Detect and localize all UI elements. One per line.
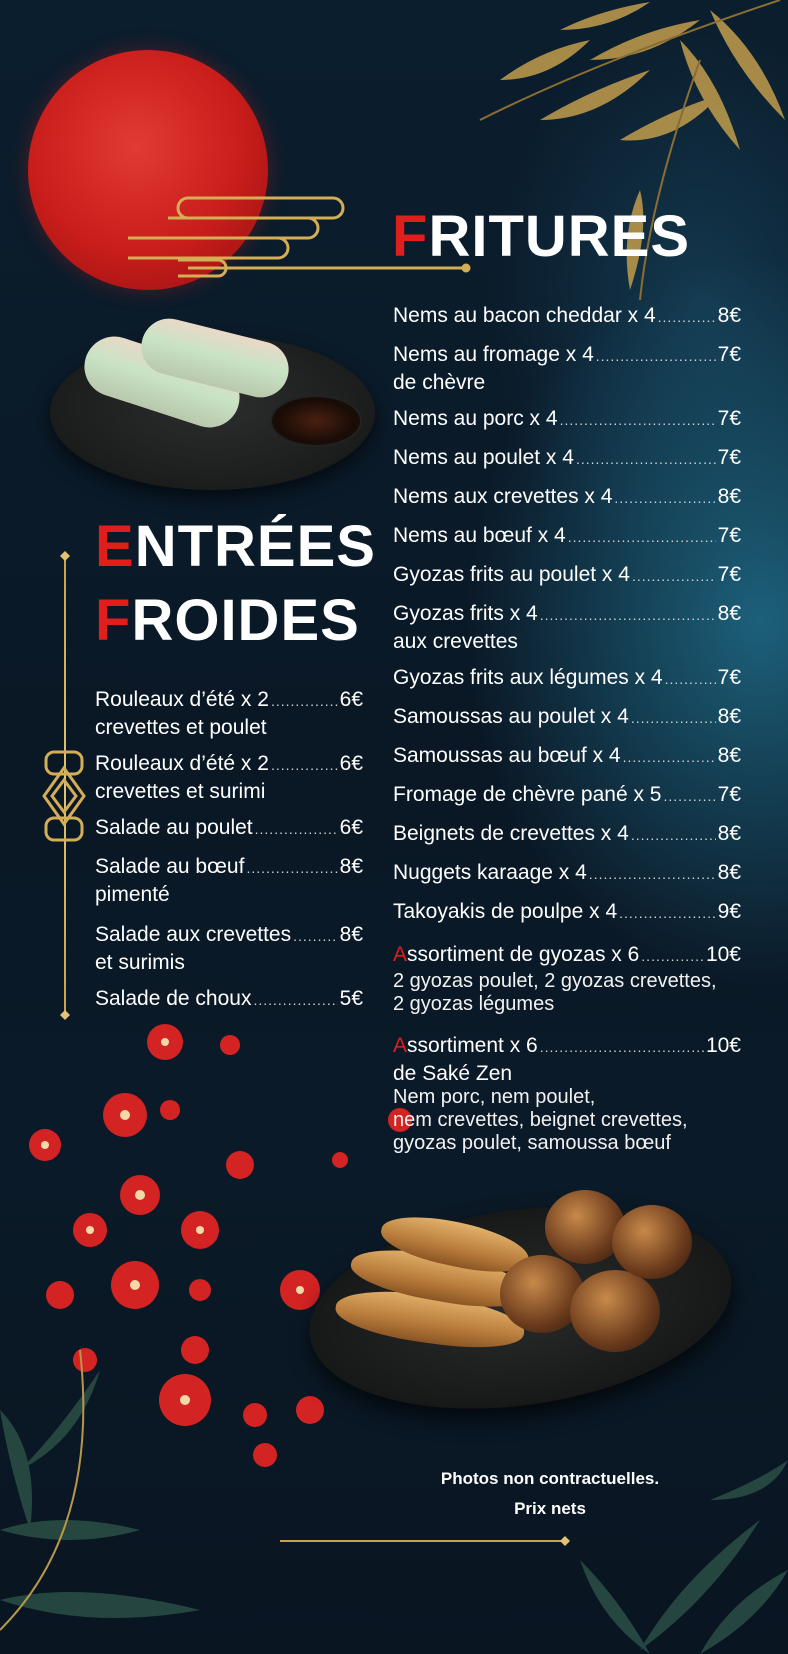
dipping-sauce-image [270, 395, 362, 447]
menu-item: Salade au bœuf ..... 8€ pimenté [95, 853, 363, 907]
fritures-title: FRITURES [392, 204, 691, 269]
menu-item: Nuggets karaage x 4 ..... 8€ [393, 859, 741, 888]
menu-item: Nems aux crevettes x 4 ..... 8€ [393, 483, 741, 512]
gold-diamond-icon [60, 1010, 70, 1020]
menu-item: Gyozas frits au poulet x 4 ..... 7€ [393, 561, 741, 590]
footer-prices-note: Prix nets [514, 1499, 586, 1518]
fritures-menu-list [393, 302, 741, 1165]
menu-item: Rouleaux d’été x 2 ..... 6€ crevettes et poulet [95, 686, 363, 740]
menu-item: Salade au poulet ..... 6€ [95, 814, 363, 843]
bottom-left-leaves-decoration [0, 1330, 220, 1654]
menu-item: Gyozas frits x 4 ..... 8€ aux crevettes [393, 600, 741, 654]
menu-item: Beignets de crevettes x 4 ..... 8€ [393, 820, 741, 849]
menu-item: Nems au porc x 4 ..... 7€ [393, 405, 741, 434]
menu-item: Rouleaux d’été x 2 ..... 6€ crevettes et surimi [95, 750, 363, 804]
footer-disclaimer: Photos non contractuelles. [440, 1469, 660, 1488]
menu-item: Salade aux crevettes ..... 8€ et surimis [95, 921, 363, 975]
menu-item: Samoussas au poulet x 4 ..... 8€ [393, 703, 741, 732]
gold-knot-icon [40, 748, 88, 844]
gold-diamond-icon [560, 1536, 570, 1546]
menu-item: Nems au bacon cheddar x 4 ..... 8€ [393, 302, 741, 331]
gold-horizontal-divider [280, 1540, 565, 1542]
menu-item: Fromage de chèvre pané x 5 ..... 7€ [393, 781, 741, 810]
entrees-menu-list [95, 686, 363, 1024]
menu-item: Gyozas frits aux légumes x 4 ..... 7€ [393, 664, 741, 693]
entrees-title-line1: ENTRÉES [95, 514, 376, 579]
assortment-item: Assortiment de gyozas x 6 ..... 10€ 2 gyozas poulet, 2 gyozas crevettes, 2 gyozas légumes [393, 941, 741, 1016]
footer-note [420, 1464, 680, 1524]
gold-diamond-icon [60, 551, 70, 561]
menu-item: Samoussas au bœuf x 4 ..... 8€ [393, 742, 741, 771]
menu-item: Salade de choux ..... 5€ [95, 985, 363, 1014]
menu-item: Nems au fromage x 4 ..... 7€ de chèvre [393, 341, 741, 395]
menu-item: Nems au poulet x 4 ..... 7€ [393, 444, 741, 473]
takoyaki-image [570, 1270, 660, 1352]
assortment-item: Assortiment x 6 ..... 10€ de Saké Zen Nem porc, nem poulet, nem crevettes, beignet crevettes, gyozas poulet, samoussa bœuf [393, 1032, 741, 1155]
entrees-title-line2: FROIDES [95, 588, 360, 653]
menu-item: Takoyakis de poulpe x 4 ..... 9€ [393, 898, 741, 927]
menu-item: Nems au bœuf x 4 ..... 7€ [393, 522, 741, 551]
takoyaki-image [612, 1205, 692, 1279]
